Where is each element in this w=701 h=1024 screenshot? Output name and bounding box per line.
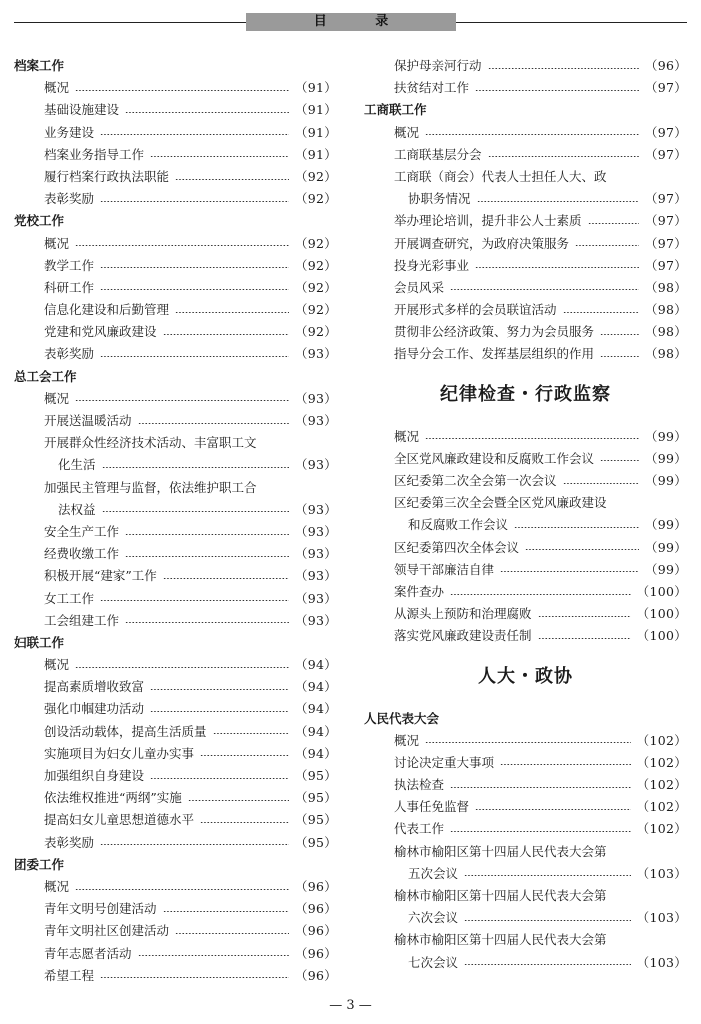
toc-entry-page: （93） — [294, 390, 337, 406]
dot-leader — [138, 423, 289, 424]
toc-entry-title: 概况 — [394, 124, 420, 140]
toc-entry-title: 表彰奖励 — [44, 346, 95, 362]
toc-entry[interactable] — [14, 898, 337, 920]
toc-entry-line: 榆林市榆阳区第十四届人民代表大会第 — [394, 888, 607, 903]
toc-entry-page: （93） — [294, 568, 337, 584]
toc-entry-title: 概况 — [44, 235, 70, 251]
dot-leader — [163, 578, 289, 579]
dot-leader — [75, 245, 289, 246]
toc-entry[interactable] — [364, 625, 687, 647]
toc-entry-page: （98） — [644, 324, 687, 340]
toc-entry-title: 举办理论培训，提升非公人士素质 — [394, 213, 582, 229]
dot-leader — [100, 356, 289, 357]
toc-entry[interactable] — [14, 343, 337, 365]
dot-leader — [125, 556, 289, 557]
toc-entry-page: （100） — [636, 628, 687, 644]
toc-entry-title: 履行档案行政执法职能 — [44, 168, 170, 184]
dot-leader — [575, 245, 639, 246]
dot-leader — [100, 134, 289, 135]
toc-entry-page: （97） — [644, 80, 687, 96]
toc-entry[interactable] — [14, 233, 337, 255]
toc-entry-title: 教学工作 — [44, 257, 95, 273]
toc-entry-title: 经费收缴工作 — [44, 546, 120, 562]
toc-entry-page: （97） — [644, 191, 687, 207]
toc-entry-page: （95） — [294, 790, 337, 806]
dot-leader — [525, 549, 639, 550]
toc-entry-title: 工商联基层分会 — [394, 146, 482, 162]
dot-leader — [464, 964, 631, 965]
toc-entry[interactable] — [364, 122, 687, 144]
dot-leader — [150, 689, 289, 690]
toc-entry-page: （94） — [294, 745, 337, 761]
toc-entry-page: （102） — [636, 777, 687, 793]
toc-entry-title: 开展送温暖活动 — [44, 413, 132, 428]
toc-entry[interactable] — [14, 588, 337, 610]
toc-entry-title: 概况 — [44, 390, 70, 406]
toc-entry-page: （95） — [294, 768, 337, 783]
page-title: 目 录 — [246, 13, 456, 31]
dot-leader — [464, 875, 631, 876]
dot-leader — [125, 622, 289, 623]
toc-entry-page: （93） — [294, 612, 337, 628]
toc-entry-title: 概况 — [394, 428, 420, 444]
toc-entry[interactable] — [364, 255, 687, 277]
toc-entry-title: 加强组织自身建设 — [44, 768, 145, 783]
toc-entry-title: 开展调查研究，为政府决策服务 — [394, 235, 570, 251]
dot-leader — [500, 571, 639, 572]
toc-entry-page: （99） — [644, 517, 687, 533]
toc-entry-page: （91） — [294, 146, 337, 162]
toc-entry-page: （102） — [636, 799, 687, 815]
toc-entry-page: （103） — [636, 910, 687, 926]
toc-entry-title: 人事任免监督 — [394, 799, 470, 815]
toc-entry-title: 扶贫结对工作 — [394, 80, 470, 96]
toc-entry[interactable] — [364, 188, 687, 210]
toc-entry-title: 化生活 — [58, 457, 96, 473]
toc-entry-page: （93） — [294, 546, 337, 562]
toc-entry[interactable] — [364, 144, 687, 166]
toc-entry-title: 区纪委第二次全会第一次会议 — [394, 473, 557, 488]
dot-leader — [138, 955, 289, 956]
toc-entry-title: 表彰奖励 — [44, 834, 95, 850]
toc-entry-page: （97） — [644, 213, 687, 229]
toc-entry[interactable] — [14, 543, 337, 565]
toc-entry[interactable] — [14, 99, 337, 121]
dot-leader — [125, 534, 289, 535]
dot-leader — [163, 911, 289, 912]
toc-entry-line: 区纪委第三次全会暨全区党风廉政建设 — [394, 495, 607, 511]
toc-entry[interactable] — [14, 277, 337, 299]
dot-leader — [538, 638, 631, 639]
toc-entry-title: 业务建设 — [44, 124, 95, 140]
toc-entry-page: （95） — [294, 834, 337, 850]
dot-leader — [425, 134, 639, 135]
toc-entry-title: 青年文明号创建活动 — [44, 901, 157, 917]
toc-entry-title: 落实党风廉政建设责任制 — [394, 628, 532, 644]
toc-entry-page: （93） — [294, 523, 337, 539]
dot-leader — [102, 511, 289, 512]
toc-entry-page: （99） — [644, 450, 687, 466]
toc-entry[interactable] — [364, 514, 687, 536]
toc-entry-title: 创设活动载体，提高生活质量 — [44, 723, 207, 739]
dot-leader — [600, 334, 639, 335]
toc-entry-title: 法权益 — [58, 501, 96, 517]
dot-leader — [100, 844, 289, 845]
toc-entry-page: （102） — [636, 821, 687, 837]
toc-entry-title: 积极开展“建家”工作 — [44, 568, 157, 584]
toc-entry[interactable] — [364, 907, 687, 929]
toc-entry-page: （92） — [294, 191, 337, 207]
toc-entry-page: （96） — [644, 58, 687, 73]
dot-leader — [100, 267, 289, 268]
toc-entry[interactable] — [364, 470, 687, 492]
dot-leader — [125, 112, 289, 113]
toc-entry-title: 科研工作 — [44, 279, 95, 295]
dot-leader — [450, 289, 639, 290]
section-title: 档案工作 — [14, 58, 65, 73]
toc-entry-page: （102） — [636, 732, 687, 748]
toc-entry-title: 六次会议 — [408, 910, 459, 926]
dot-leader — [75, 400, 289, 401]
dot-leader — [475, 809, 631, 810]
toc-entry[interactable] — [364, 537, 687, 559]
toc-entry[interactable] — [14, 943, 337, 965]
toc-entry-page: （96） — [294, 878, 337, 894]
toc-entry[interactable] — [14, 743, 337, 765]
toc-entry-page: （97） — [644, 235, 687, 251]
toc-entry[interactable] — [14, 676, 337, 698]
toc-entry[interactable] — [14, 299, 337, 321]
discipline-entries — [364, 426, 687, 648]
dot-leader — [563, 312, 639, 313]
dot-leader — [475, 267, 639, 268]
dot-leader — [75, 90, 289, 91]
toc-entry-title: 和反腐败工作会议 — [408, 517, 509, 533]
toc-entry[interactable] — [364, 603, 687, 625]
toc-entry-page: （98） — [644, 346, 687, 362]
toc-entry-line: 开展群众性经济技术活动、丰富职工文 — [44, 435, 257, 451]
toc-entry-page: （91） — [294, 80, 337, 96]
toc-entry-title: 安全生产工作 — [44, 523, 120, 539]
toc-entry-page: （93） — [294, 413, 337, 428]
toc-entry-page: （102） — [636, 754, 687, 770]
dot-leader — [200, 755, 289, 756]
toc-entry[interactable] — [14, 765, 337, 787]
toc-left-column — [14, 55, 337, 987]
toc-entry-title: 七次会议 — [408, 954, 459, 970]
dot-leader — [563, 483, 639, 484]
toc-entry[interactable] — [14, 321, 337, 343]
toc-entry[interactable] — [364, 752, 687, 774]
section-title-npc: 人民代表大会 — [364, 710, 440, 726]
toc-entry[interactable] — [364, 581, 687, 603]
toc-entry[interactable] — [364, 77, 687, 99]
section-title: 党校工作 — [14, 213, 65, 229]
toc-right-top — [364, 55, 687, 366]
dot-leader — [600, 356, 639, 357]
dot-leader — [175, 179, 289, 180]
toc-entry[interactable] — [14, 809, 337, 831]
toc-entry-title: 案件查办 — [394, 583, 445, 599]
toc-entry-page: （97） — [644, 124, 687, 140]
toc-entry[interactable] — [14, 521, 337, 543]
toc-entry-page: （92） — [294, 324, 337, 340]
dot-leader — [163, 334, 289, 335]
toc-entry[interactable] — [364, 774, 687, 796]
toc-entry-title: 协职务情况 — [408, 191, 471, 207]
toc-entry-title: 表彰奖励 — [44, 191, 95, 207]
toc-entry[interactable] — [14, 610, 337, 632]
toc-entry[interactable] — [364, 863, 687, 885]
dot-leader — [100, 600, 289, 601]
toc-entry-page: （96） — [294, 901, 337, 917]
toc-entry-title: 五次会议 — [408, 865, 459, 881]
toc-entry-title: 概况 — [394, 732, 420, 748]
dot-leader — [102, 467, 289, 468]
toc-entry-page: （95） — [294, 812, 337, 828]
page-number: — 3 — — [329, 998, 372, 1013]
toc-entry-page: （94） — [294, 723, 337, 739]
toc-entry[interactable] — [364, 952, 687, 974]
toc-entry-page: （92） — [294, 279, 337, 295]
dot-leader — [500, 764, 631, 765]
toc-entry-page: （99） — [644, 473, 687, 488]
toc-entry-title: 代表工作 — [394, 821, 445, 837]
toc-entry[interactable] — [364, 277, 687, 299]
toc-entry-page: （92） — [294, 302, 337, 318]
toc-entry-page: （96） — [294, 923, 337, 939]
dot-leader — [588, 223, 639, 224]
dot-leader — [75, 667, 289, 668]
toc-entry[interactable] — [14, 565, 337, 587]
toc-entry-title: 提高素质增收致富 — [44, 679, 145, 695]
section-title: 工商联工作 — [364, 102, 427, 118]
dot-leader — [450, 787, 631, 788]
toc-entry-page: （94） — [294, 701, 337, 717]
dot-leader — [538, 616, 631, 617]
dot-leader — [200, 822, 289, 823]
toc-entry[interactable] — [14, 787, 337, 809]
toc-entry-page: （99） — [644, 561, 687, 577]
toc-entry-title: 希望工程 — [44, 967, 95, 983]
toc-entry[interactable] — [14, 255, 337, 277]
toc-entry[interactable] — [14, 965, 337, 987]
toc-entry-title: 实施项目为妇女儿童办实事 — [44, 745, 195, 761]
toc-entry[interactable] — [14, 698, 337, 720]
toc-entry[interactable] — [364, 818, 687, 840]
dot-leader — [475, 90, 639, 91]
dot-leader — [100, 977, 289, 978]
dot-leader — [425, 438, 639, 439]
toc-entry[interactable] — [364, 233, 687, 255]
toc-entry[interactable] — [14, 454, 337, 476]
dot-leader — [75, 889, 289, 890]
toc-entry[interactable] — [364, 730, 687, 752]
dot-leader — [150, 156, 289, 157]
toc-entry[interactable] — [364, 210, 687, 232]
toc-entry-page: （98） — [644, 279, 687, 295]
toc-entry-page: （91） — [294, 124, 337, 140]
toc-entry[interactable] — [14, 499, 337, 521]
toc-entry-title: 投身光彩事业 — [394, 257, 470, 273]
toc-entry-line: 工商联（商会）代表人士担任人大、政 — [394, 168, 607, 184]
toc-entry-page: （97） — [644, 146, 687, 162]
toc-entry-page: （99） — [644, 428, 687, 444]
toc-entry[interactable] — [364, 299, 687, 321]
toc-entry[interactable] — [364, 321, 687, 343]
toc-entry-page: （100） — [636, 583, 687, 599]
toc-entry[interactable] — [14, 876, 337, 898]
toc-entry-title: 提高妇女儿童思想道德水平 — [44, 812, 195, 828]
dot-leader — [150, 778, 289, 779]
toc-entry[interactable] — [364, 559, 687, 581]
dot-leader — [477, 201, 639, 202]
toc-entry-title: 从源头上预防和治理腐败 — [394, 606, 532, 622]
toc-entry-title: 强化巾帼建功活动 — [44, 701, 145, 717]
toc-entry-page: （94） — [294, 657, 337, 673]
toc-entry[interactable] — [14, 122, 337, 144]
major-heading-discipline: 纪律检查・行政监察 — [440, 383, 611, 405]
dot-leader — [450, 831, 631, 832]
toc-entry-title: 女工工作 — [44, 590, 95, 606]
toc-entry[interactable] — [14, 832, 337, 854]
toc-entry[interactable] — [14, 188, 337, 210]
toc-entry[interactable] — [364, 448, 687, 470]
toc-entry[interactable] — [364, 55, 687, 77]
dot-leader — [464, 920, 631, 921]
toc-entry-title: 信息化建设和后勤管理 — [44, 302, 170, 318]
toc-entry-title: 讨论决定重大事项 — [394, 754, 495, 770]
toc-entry-page: （94） — [294, 679, 337, 695]
toc-entry-line: 加强民主管理与监督，依法维护职工合 — [44, 479, 257, 495]
toc-entry[interactable] — [364, 796, 687, 818]
toc-entry[interactable] — [14, 410, 337, 432]
toc-entry-title: 工会组建工作 — [44, 612, 120, 628]
dot-leader — [188, 800, 289, 801]
dot-leader — [488, 156, 639, 157]
toc-entry-page: （93） — [294, 590, 337, 606]
dot-leader — [488, 68, 639, 69]
dot-leader — [100, 201, 289, 202]
dot-leader — [175, 933, 289, 934]
toc-entry-line: 榆林市榆阳区第十四届人民代表大会第 — [394, 843, 607, 859]
toc-entry-title: 区纪委第四次全体会议 — [394, 539, 520, 555]
toc-entry[interactable] — [14, 654, 337, 676]
toc-entry-page: （103） — [636, 954, 687, 970]
toc-entry[interactable] — [14, 920, 337, 942]
dot-leader — [514, 527, 639, 528]
toc-entry-page: （92） — [294, 168, 337, 184]
toc-entry-title: 青年文明社区创建活动 — [44, 923, 170, 939]
toc-right-column — [364, 55, 687, 974]
section-title: 总工会工作 — [14, 368, 77, 384]
toc-entry-title: 档案业务指导工作 — [44, 146, 145, 162]
toc-entry-title: 全区党风廉政建设和反腐败工作会议 — [394, 450, 595, 466]
npc-entries — [364, 730, 687, 974]
dot-leader — [175, 312, 289, 313]
dot-leader — [100, 289, 289, 290]
toc-entry-page: （93） — [294, 346, 337, 362]
toc-entry-page: （103） — [636, 865, 687, 881]
section-title: 妇联工作 — [14, 634, 65, 650]
dot-leader — [213, 733, 289, 734]
dot-leader — [600, 460, 639, 461]
toc-entry-line: 榆林市榆阳区第十四届人民代表大会第 — [394, 932, 607, 948]
toc-entry-page: （97） — [644, 257, 687, 273]
toc-entry-title: 依法维权推进“两纲”实施 — [44, 790, 182, 806]
toc-entry-page: （96） — [294, 945, 337, 961]
toc-entry-title: 概况 — [44, 657, 70, 673]
toc-entry-page: （91） — [294, 102, 337, 118]
toc-entry[interactable] — [14, 388, 337, 410]
toc-entry-page: （100） — [636, 606, 687, 622]
dot-leader — [425, 742, 631, 743]
toc-entry-title: 保护母亲河行动 — [394, 58, 482, 73]
toc-entry[interactable] — [14, 166, 337, 188]
major-heading-npc: 人大・政协 — [478, 665, 573, 687]
toc-entry[interactable] — [364, 343, 687, 365]
toc-entry-page: （93） — [294, 457, 337, 473]
toc-entry-page: （92） — [294, 257, 337, 273]
toc-entry[interactable] — [14, 721, 337, 743]
toc-entry-title: 概况 — [44, 80, 70, 96]
toc-entry-page: （92） — [294, 235, 337, 251]
toc-entry[interactable] — [14, 77, 337, 99]
toc-entry-title: 党建和党风廉政建设 — [44, 324, 157, 340]
toc-entry-title: 指导分会工作、发挥基层组织的作用 — [394, 346, 595, 362]
toc-entry-title: 贯彻非公经济政策、努力为会员服务 — [394, 324, 595, 340]
section-title: 团委工作 — [14, 856, 65, 872]
toc-entry[interactable] — [364, 426, 687, 448]
toc-entry-title: 会员风采 — [394, 279, 445, 295]
toc-entry-page: （96） — [294, 967, 337, 983]
toc-entry-title: 青年志愿者活动 — [44, 945, 132, 961]
toc-entry[interactable] — [14, 144, 337, 166]
toc-entry-title: 执法检查 — [394, 777, 445, 793]
toc-entry-title: 基础设施建设 — [44, 102, 120, 118]
dot-leader — [150, 711, 289, 712]
toc-entry-page: （93） — [294, 501, 337, 517]
dot-leader — [450, 594, 631, 595]
toc-entry-title: 开展形式多样的会员联谊活动 — [394, 302, 557, 318]
toc-entry-page: （98） — [644, 302, 687, 318]
toc-entry-title: 概况 — [44, 878, 70, 894]
toc-entry-page: （99） — [644, 539, 687, 555]
toc-entry-title: 领导干部廉洁自律 — [394, 561, 495, 577]
